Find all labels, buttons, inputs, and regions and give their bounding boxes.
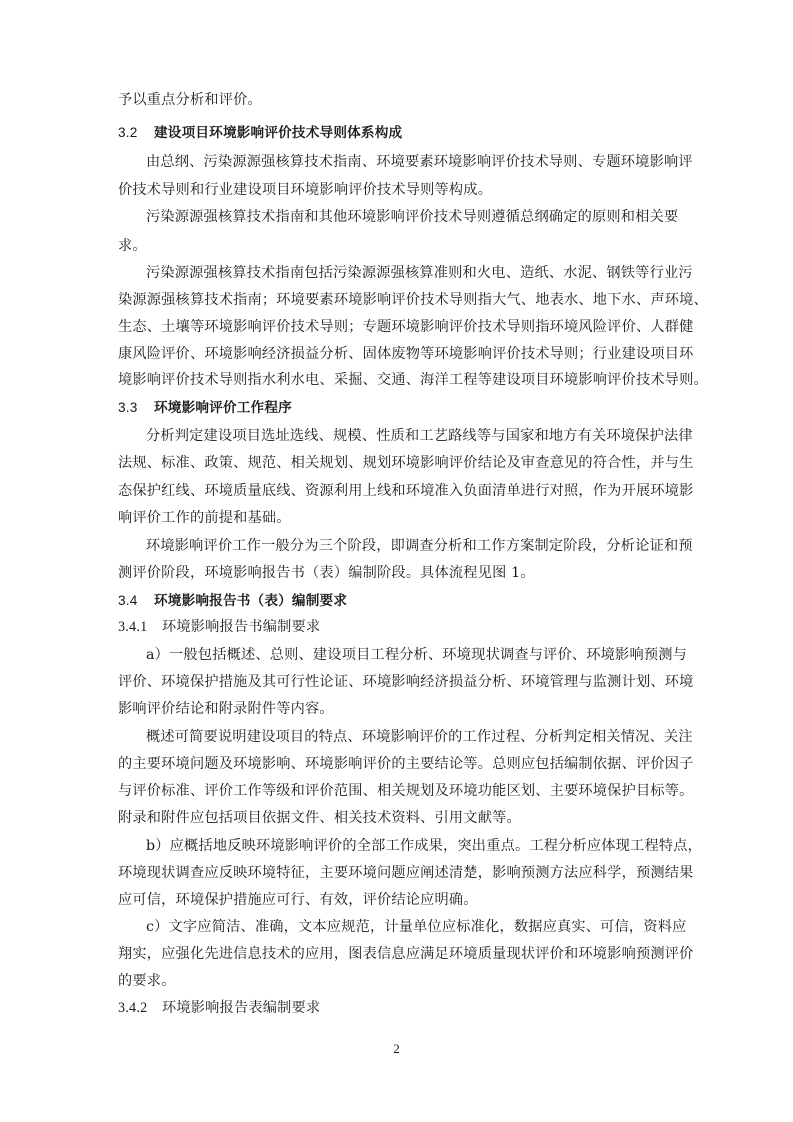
subsection-number: 3.4.2 bbox=[118, 1000, 148, 1016]
paragraph-line: 康风险评价、环境影响经济损益分析、固体废物等环境影响评价技术导则；行业建设项目环 bbox=[118, 346, 694, 362]
paragraph-line: 态保护红线、环境质量底线、资源利用上线和环境准入负面清单进行对照，作为开展环境影 bbox=[118, 483, 694, 499]
subsection-number: 3.4.1 bbox=[118, 619, 148, 635]
paragraph-line: 影响评价结论和附录附件等内容。 bbox=[118, 701, 334, 717]
section-heading-3-4 bbox=[118, 591, 678, 611]
paragraph-line: 予以重点分析和评价。 bbox=[118, 92, 262, 108]
paragraph-line: 评价、环境保护措施及其可行性论证、环境影响经济损益分析、环境管理与监测计划、环境 bbox=[118, 674, 694, 690]
paragraph-line: 法规、标准、政策、规范、相关规划、规划环境影响评价结论及审查意见的符合性，并与生 bbox=[118, 455, 694, 471]
paragraph-line: 附录和附件应包括项目依据文件、相关技术资料、引用文献等。 bbox=[118, 810, 521, 826]
section-title: 环境影响评价工作程序 bbox=[154, 400, 292, 416]
paragraph-line: 污染源源强核算技术指南包括污染源源强核算准则和火电、造纸、水泥、钢铁等行业污 bbox=[146, 265, 693, 281]
paragraph-line: 环境现状调查应反映环境特征，主要环境问题应阐述清楚，影响预测方法应科学，预测结果 bbox=[118, 865, 694, 881]
section-number: 3.4 bbox=[118, 593, 138, 608]
paragraph-line: 价技术导则和行业建设项目环境影响评价技术导则等构成。 bbox=[118, 182, 493, 198]
paragraph-line: 生态、土壤等环境影响评价技术导则；专题环境影响评价技术导则指环境风险评价、人群健 bbox=[118, 319, 694, 335]
paragraph-line: 染源源强核算技术指南；环境要素环境影响评价技术导则指大气、地表水、地下水、声环境、 bbox=[118, 292, 708, 308]
paragraph-line: b）应概括地反映环境影响评价的全部工作成果，突出重点。工程分析应体现工程特点， bbox=[146, 838, 703, 854]
subsection-title: 环境影响报告书编制要求 bbox=[162, 619, 321, 635]
paragraph-line: 与评价标准、评价工作等级和评价范围、相关规划及环境功能区划、主要环境保护目标等。 bbox=[118, 783, 694, 799]
section-title: 环境影响报告书（表）编制要求 bbox=[154, 593, 348, 609]
paragraph-line: 境影响评价技术导则指水利水电、采掘、交通、海洋工程等建设项目环境影响评价技术导则。 bbox=[118, 372, 708, 388]
paragraph-line: 应可信，环境保护措施应可行、有效，评价结论应明确。 bbox=[118, 892, 478, 908]
subsection-heading-3-4-1 bbox=[118, 617, 678, 637]
paragraph-line: 的主要环境问题及环境影响、环境影响评价的主要结论等。总则应包括编制依据、评价因子 bbox=[118, 756, 694, 772]
page-number: 2 bbox=[393, 1041, 400, 1056]
section-number: 3.2 bbox=[118, 125, 138, 140]
section-title: 建设项目环境影响评价技术导则体系构成 bbox=[154, 125, 403, 141]
paragraph-line: 环境影响评价工作一般分为三个阶段，即调查分析和工作方案制定阶段，分析论证和预 bbox=[146, 538, 693, 554]
paragraph-line: c）文字应简洁、准确，文本应规范，计量单位应标准化，数据应真实、可信，资料应 bbox=[146, 919, 687, 935]
section-heading-3-3 bbox=[118, 398, 678, 418]
paragraph-line: 翔实，应强化先进信息技术的应用，图表信息应满足环境质量现状评价和环境影响预测评价 bbox=[118, 946, 694, 962]
paragraph-line: 由总纲、污染源源强核算技术指南、环境要素环境影响评价技术导则、专题环境影响评 bbox=[146, 154, 693, 170]
paragraph-line: 响评价工作的前提和基础。 bbox=[118, 510, 291, 526]
paragraph-line: 分析判定建设项目选址选线、规模、性质和工艺路线等与国家和地方有关环境保护法律 bbox=[146, 428, 693, 444]
paragraph-line: 的要求。 bbox=[118, 973, 176, 989]
paragraph-line: a）一般包括概述、总则、建设项目工程分析、环境现状调查与评价、环境影响预测与 bbox=[146, 647, 687, 663]
section-number: 3.3 bbox=[118, 400, 138, 415]
paragraph-line: 污染源源强核算技术指南和其他环境影响评价技术导则遵循总纲确定的原则和相关要 bbox=[146, 209, 679, 225]
paragraph-line: 概述可简要说明建设项目的特点、环境影响评价的工作过程、分析判定相关情况、关注 bbox=[146, 729, 693, 745]
paragraph-line: 求。 bbox=[118, 238, 147, 254]
subsection-title: 环境影响报告表编制要求 bbox=[162, 1000, 321, 1016]
section-heading-3-2 bbox=[118, 123, 678, 143]
subsection-heading-3-4-2 bbox=[118, 998, 678, 1018]
paragraph-line: 测评价阶段，环境影响报告书（表）编制阶段。具体流程见图 1。 bbox=[118, 565, 535, 581]
